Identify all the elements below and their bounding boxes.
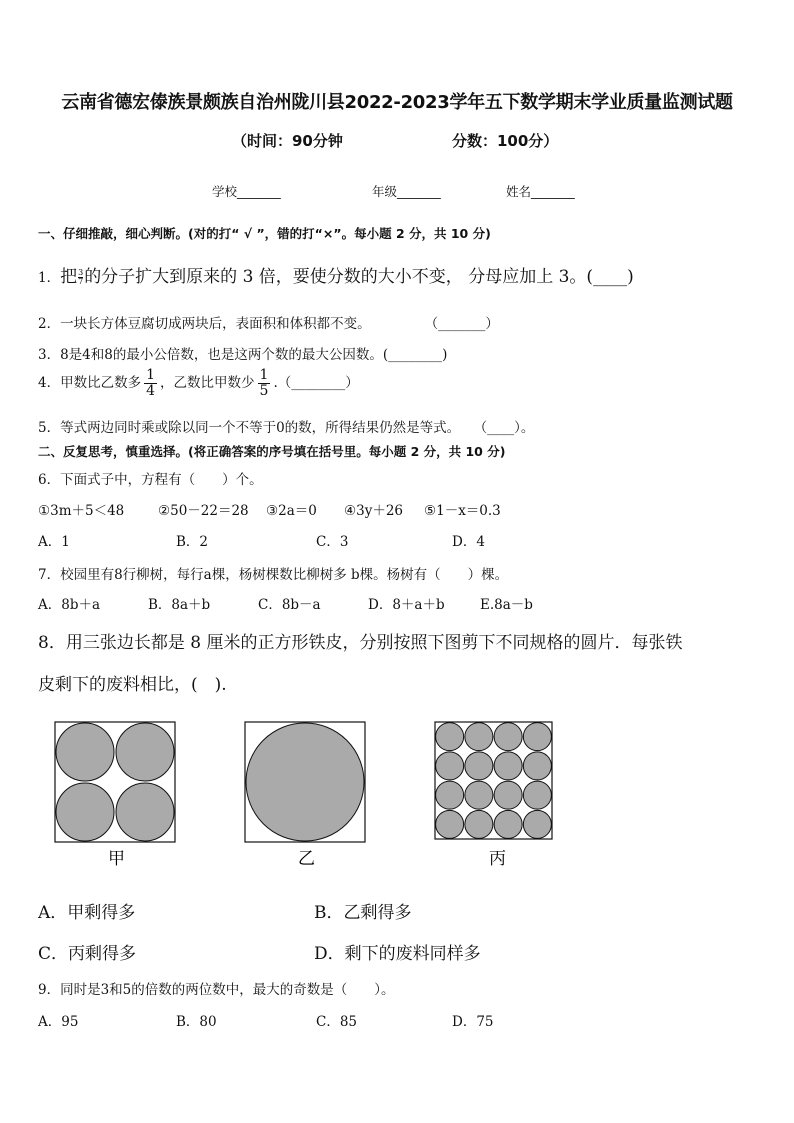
small-circle bbox=[523, 752, 551, 780]
question-7-stem: 7．校园里有8行柳树，每行a棵，杨树棵数比柳树多 b棵。杨树有（ ）棵。 bbox=[38, 567, 509, 583]
question-9-option-c: C．85 bbox=[316, 1014, 358, 1030]
question-6-stem: 6．下面式子中，方程有（ ）个。 bbox=[38, 472, 263, 488]
question-7-option-b: B．8a＋b bbox=[148, 597, 211, 613]
page-title: 云南省德宏傣族景颇族自治州陇川县2022-2023学年五下数学期末学业质量监测试题 bbox=[61, 92, 733, 113]
small-circle bbox=[465, 781, 493, 809]
small-circle bbox=[436, 723, 464, 751]
question-6-option-a: A．1 bbox=[38, 534, 70, 550]
small-circle bbox=[494, 781, 522, 809]
question-6-item-3: ③2a＝0 bbox=[266, 503, 317, 519]
question-5: 5．等式两边同时乘或除以同一个不等于0的数，所得结果仍然是等式。 （____）。 bbox=[38, 420, 535, 436]
small-circle bbox=[465, 752, 493, 780]
question-7-option-e: E.8a－b bbox=[480, 597, 533, 613]
question-4-mid: ，乙数比甲数少 bbox=[160, 375, 255, 391]
question-1-fraction bbox=[78, 269, 83, 286]
question-8-option-c: C．丙剩得多 bbox=[38, 944, 137, 964]
fraction-denominator: 5 bbox=[259, 383, 269, 399]
question-8-option-a: A．甲剩得多 bbox=[38, 903, 136, 923]
small-circle bbox=[494, 752, 522, 780]
question-4 bbox=[38, 368, 359, 399]
small-circle bbox=[465, 810, 493, 838]
question-7-option-d: D．8＋a＋b bbox=[368, 597, 445, 613]
question-4-fraction-1 bbox=[144, 368, 157, 399]
small-circle bbox=[436, 752, 464, 780]
small-circle bbox=[436, 781, 464, 809]
grade-field: 年级_______ bbox=[372, 184, 441, 199]
question-2: 2．一块长方体豆腐切成两块后，表面积和体积都不变。 （_______） bbox=[38, 316, 499, 332]
exam-time: （时间：90分钟 bbox=[232, 132, 343, 150]
question-7-option-c: C．8b－a bbox=[258, 597, 321, 613]
question-9-option-b: B．80 bbox=[176, 1014, 217, 1030]
question-8-figures bbox=[0, 712, 794, 872]
question-6-item-1: ①3m＋5＜48 bbox=[38, 503, 125, 519]
question-6-option-d: D．4 bbox=[452, 534, 485, 550]
question-1-post: 的分子扩大到原来的 3 倍，要使分数的大小不变， 分母应加上 3。(____) bbox=[84, 267, 634, 287]
figure-bing bbox=[435, 722, 552, 839]
school-field: 学校_______ bbox=[212, 184, 281, 199]
small-circle bbox=[465, 723, 493, 751]
fraction-denominator: 4 bbox=[146, 383, 156, 399]
figure-jia bbox=[55, 722, 175, 842]
question-8-stem-line-1: 8．用三张边长都是 8 厘米的正方形铁皮，分别按照下图剪下不同规格的圆片．每张铁 bbox=[38, 633, 683, 653]
name-field: 姓名_______ bbox=[506, 184, 575, 199]
fraction-numerator: 1 bbox=[146, 367, 156, 383]
section-1-heading: 一、仔细推敲，细心判断。(对的打“ √ ”，错的打“×”。每小题 2 分，共 10 分) bbox=[38, 226, 491, 241]
question-8-option-d: D．剩下的废料同样多 bbox=[314, 944, 481, 964]
figure-yi bbox=[245, 722, 365, 842]
question-3: 3．8是4和8的最小公倍数，也是这两个数的最大公因数。(________) bbox=[38, 347, 448, 363]
question-6-item-2: ②50－22＝28 bbox=[158, 503, 249, 519]
question-9-option-d: D．75 bbox=[452, 1014, 494, 1030]
small-circle bbox=[523, 810, 551, 838]
question-6-option-b: B．2 bbox=[176, 534, 209, 550]
question-7-option-a: A．8b＋a bbox=[38, 597, 101, 613]
fraction-numerator: 3 bbox=[78, 268, 84, 277]
question-9-stem: 9．同时是3和5的倍数的两位数中，最大的奇数是（ ）。 bbox=[38, 982, 395, 998]
question-6-item-4: ④3y＋26 bbox=[344, 503, 403, 519]
question-1-pre: 把 bbox=[60, 267, 78, 287]
section-2-heading: 二、反复思考，慎重选择。(将正确答案的序号填在括号里。每小题 2 分，共 10 分) bbox=[38, 444, 506, 459]
question-6-item-5: ⑤1－x＝0.3 bbox=[424, 503, 501, 519]
figure-label-yi: 乙 bbox=[298, 849, 315, 869]
fraction-numerator: 1 bbox=[259, 367, 269, 383]
small-circle bbox=[494, 810, 522, 838]
small-circle bbox=[494, 723, 522, 751]
fraction-denominator: 7 bbox=[78, 277, 84, 286]
question-1-number: 1． bbox=[38, 270, 61, 286]
question-9-option-a: A．95 bbox=[38, 1014, 79, 1030]
question-1 bbox=[38, 262, 634, 287]
small-circle bbox=[523, 723, 551, 751]
small-circle bbox=[523, 781, 551, 809]
question-4-fraction-2 bbox=[258, 368, 271, 399]
question-8-stem-line-2: 皮剩下的废料相比，( ). bbox=[38, 675, 227, 695]
small-circle bbox=[436, 810, 464, 838]
question-4-post: .（________） bbox=[273, 375, 359, 391]
question-8-option-b: B．乙剩得多 bbox=[314, 903, 412, 923]
exam-score: 分数：100分） bbox=[452, 132, 559, 150]
question-6-option-c: C．3 bbox=[316, 534, 349, 550]
figure-label-jia: 甲 bbox=[108, 849, 125, 869]
figure-label-bing: 丙 bbox=[489, 849, 506, 869]
question-4-pre: 4．甲数比乙数多 bbox=[38, 375, 142, 391]
